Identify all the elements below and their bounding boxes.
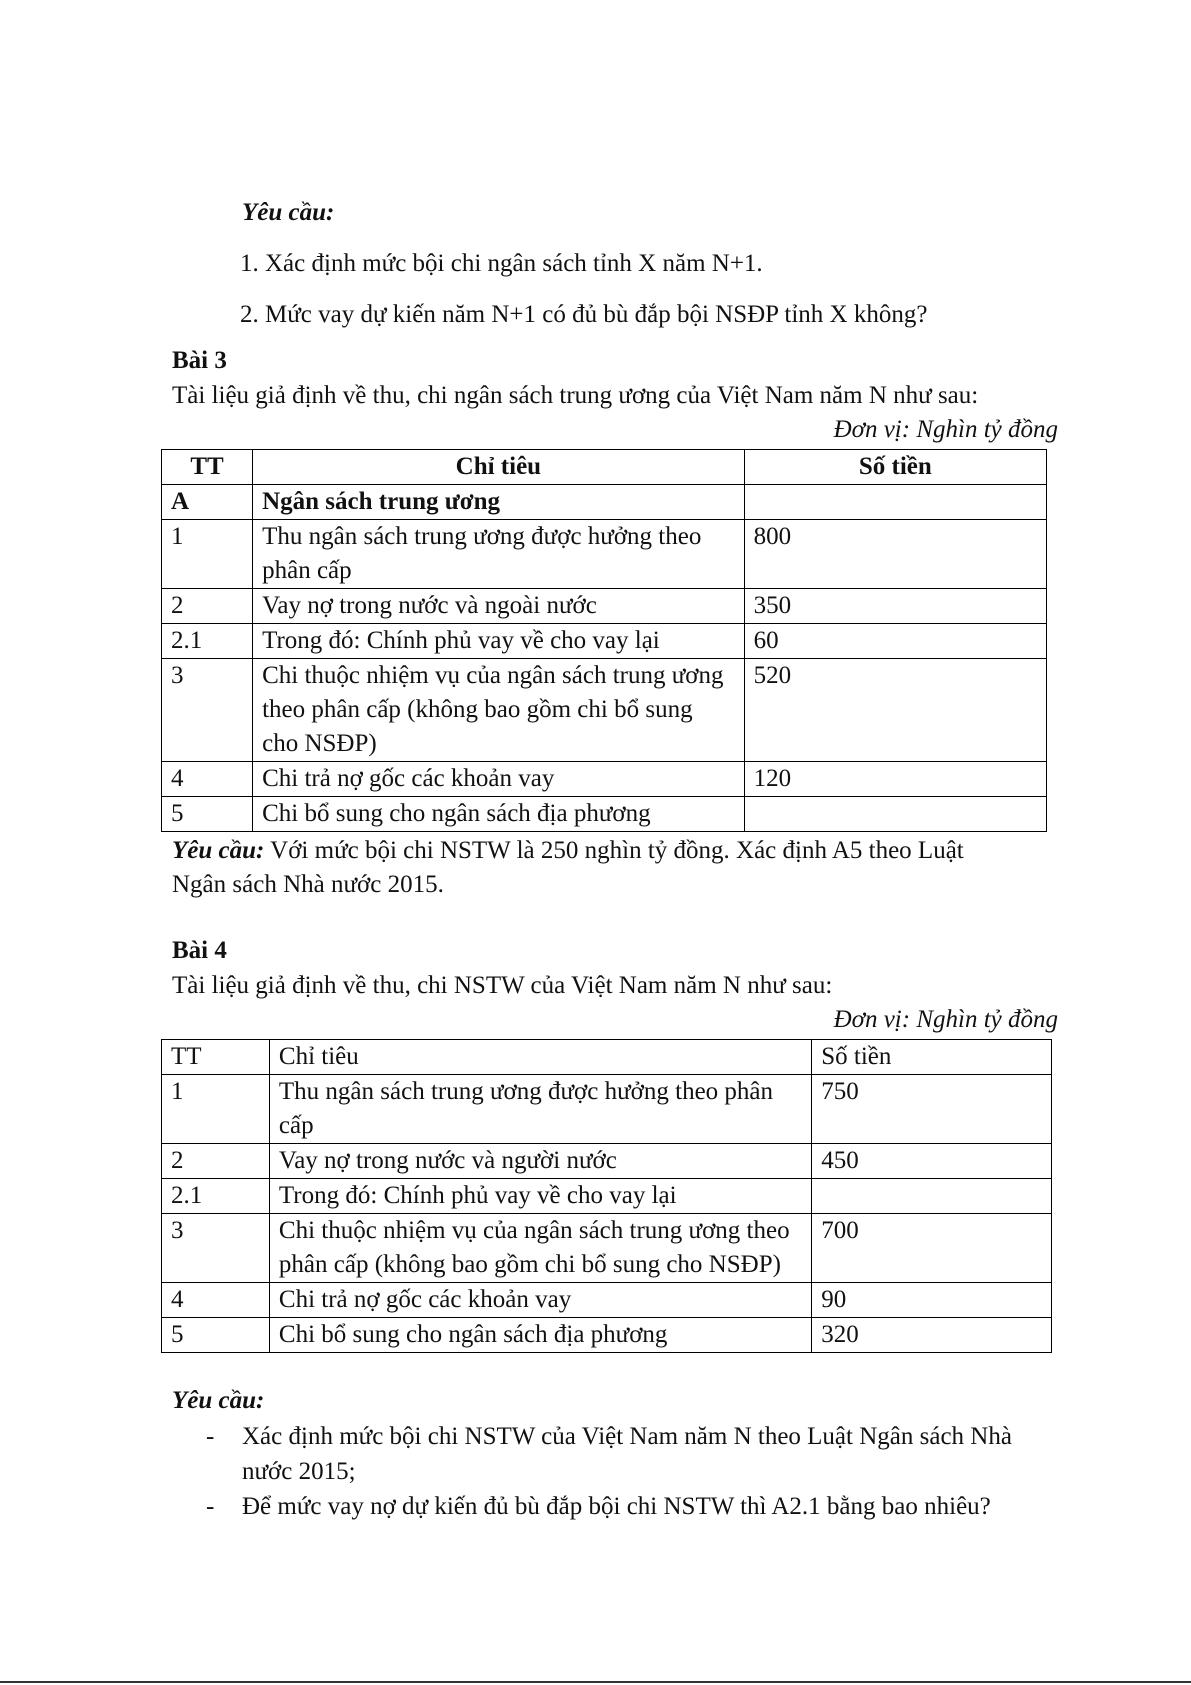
table-row: [162, 485, 1047, 520]
table-row: [162, 520, 1047, 589]
row-value: [812, 1179, 1052, 1214]
page-bottom-rule: [0, 1681, 1191, 1683]
top-requirement-heading: Yêu cầu:: [242, 199, 335, 226]
row-tt: 5: [162, 797, 253, 832]
row-name: Vay nợ trong nước và ngoài nước: [253, 589, 745, 624]
table-row: [162, 1283, 1052, 1318]
row-name: Chi trả nợ gốc các khoản vay: [253, 762, 745, 797]
table-row: [162, 797, 1047, 832]
bai3-intro: Tài liệu giả định về thu, chi ngân sách trung ương của Việt Nam năm N như sau:: [172, 382, 979, 409]
bai4-bullet-2: Để mức vay nợ dự kiến đủ bù đắp bội chi NSTW thì A2.1 bằng bao nhiêu?: [242, 1493, 991, 1520]
row-tt: 3: [162, 659, 253, 762]
row-value: 320: [812, 1318, 1052, 1353]
bai3-requirement-text: Với mức bội chi NSTW là 250 nghìn tỷ đồng. Xác định A5 theo Luật: [264, 837, 964, 864]
row-tt: 3: [162, 1214, 270, 1283]
row-name: Chi bổ sung cho ngân sách địa phương: [253, 797, 745, 832]
bai4-bullet-1: Xác định mức bội chi NSTW của Việt Nam năm N theo Luật Ngân sách Nhà: [242, 1423, 1012, 1450]
row-tt: 1: [162, 520, 253, 589]
table-row: [162, 624, 1047, 659]
header-tt: TT: [162, 1040, 270, 1075]
bai3-requirement-cont: Ngân sách Nhà nước 2015.: [172, 871, 444, 898]
row-value: 90: [812, 1283, 1052, 1318]
row-tt: 5: [162, 1318, 270, 1353]
row-tt: 2.1: [162, 1179, 270, 1214]
row-name: Thu ngân sách trung ương được hưởng theo phân cấp: [253, 520, 745, 589]
row-tt: 4: [162, 1283, 270, 1318]
bai4-bullet-1-dash: -: [206, 1423, 215, 1450]
top-requirement-item-2: 2. Mức vay dự kiến năm N+1 có đủ bù đắp bội NSĐP tỉnh X không?: [240, 301, 928, 328]
bai4-title: Bài 4: [172, 937, 227, 964]
bai4-bullet-2-dash: -: [206, 1493, 215, 1520]
bai3-requirement: [172, 834, 964, 868]
header-chi-tieu: Chỉ tiêu: [253, 450, 745, 485]
table-row: [162, 1179, 1052, 1214]
bai3-requirement-label: Yêu cầu:: [172, 837, 265, 864]
table-header-row: [162, 1040, 1052, 1075]
header-chi-tieu: Chỉ tiêu: [269, 1040, 811, 1075]
row-value: [744, 797, 1046, 832]
table-header-row: [162, 450, 1047, 485]
table-row: [162, 762, 1047, 797]
row-name: Chi trả nợ gốc các khoản vay: [269, 1283, 811, 1318]
row-tt: 1: [162, 1075, 270, 1144]
table-row: [162, 1075, 1052, 1144]
row-tt: A: [162, 485, 253, 520]
row-name: Trong đó: Chính phủ vay về cho vay lại: [253, 624, 745, 659]
row-value: 800: [744, 520, 1046, 589]
bai3-unit: Đơn vị: Nghìn tỷ đồng: [833, 416, 1058, 443]
row-name: Ngân sách trung ương: [253, 485, 745, 520]
row-name: Trong đó: Chính phủ vay về cho vay lại: [269, 1179, 811, 1214]
bai3-table: [161, 449, 1047, 832]
row-value: 350: [744, 589, 1046, 624]
table-row: [162, 1214, 1052, 1283]
row-name: Thu ngân sách trung ương được hưởng theo phân cấp: [269, 1075, 811, 1144]
row-value: 450: [812, 1144, 1052, 1179]
header-so-tien: Số tiền: [812, 1040, 1052, 1075]
row-name: Chi thuộc nhiệm vụ của ngân sách trung ương theo phân cấp (không bao gồm chi bổ sung cho NSĐP): [269, 1214, 811, 1283]
row-value: 750: [812, 1075, 1052, 1144]
row-name: Chi bổ sung cho ngân sách địa phương: [269, 1318, 811, 1353]
row-name: Vay nợ trong nước và người nước: [269, 1144, 811, 1179]
row-value: 120: [744, 762, 1046, 797]
header-tt: TT: [162, 450, 253, 485]
row-tt: 4: [162, 762, 253, 797]
row-tt: 2: [162, 589, 253, 624]
table-row: [162, 1318, 1052, 1353]
top-requirement-item-1: 1. Xác định mức bội chi ngân sách tỉnh X năm N+1.: [240, 250, 763, 277]
row-value: 60: [744, 624, 1046, 659]
row-tt: 2: [162, 1144, 270, 1179]
bai3-title: Bài 3: [172, 347, 227, 374]
bai4-requirement-label: Yêu cầu:: [172, 1387, 265, 1414]
table-row: [162, 1144, 1052, 1179]
row-value: 700: [812, 1214, 1052, 1283]
row-value: [744, 485, 1046, 520]
row-name: Chi thuộc nhiệm vụ của ngân sách trung ương theo phân cấp (không bao gồm chi bổ sung cho NSĐP): [253, 659, 745, 762]
bai4-table: [161, 1039, 1052, 1353]
bai4-unit: Đơn vị: Nghìn tỷ đồng: [833, 1006, 1058, 1033]
table-row: [162, 659, 1047, 762]
header-so-tien: Số tiền: [744, 450, 1046, 485]
row-value: 520: [744, 659, 1046, 762]
row-tt: 2.1: [162, 624, 253, 659]
table-row: [162, 589, 1047, 624]
bai4-bullet-1-cont: nước 2015;: [242, 1458, 356, 1485]
bai4-intro: Tài liệu giả định về thu, chi NSTW của Việt Nam năm N như sau:: [172, 972, 833, 999]
